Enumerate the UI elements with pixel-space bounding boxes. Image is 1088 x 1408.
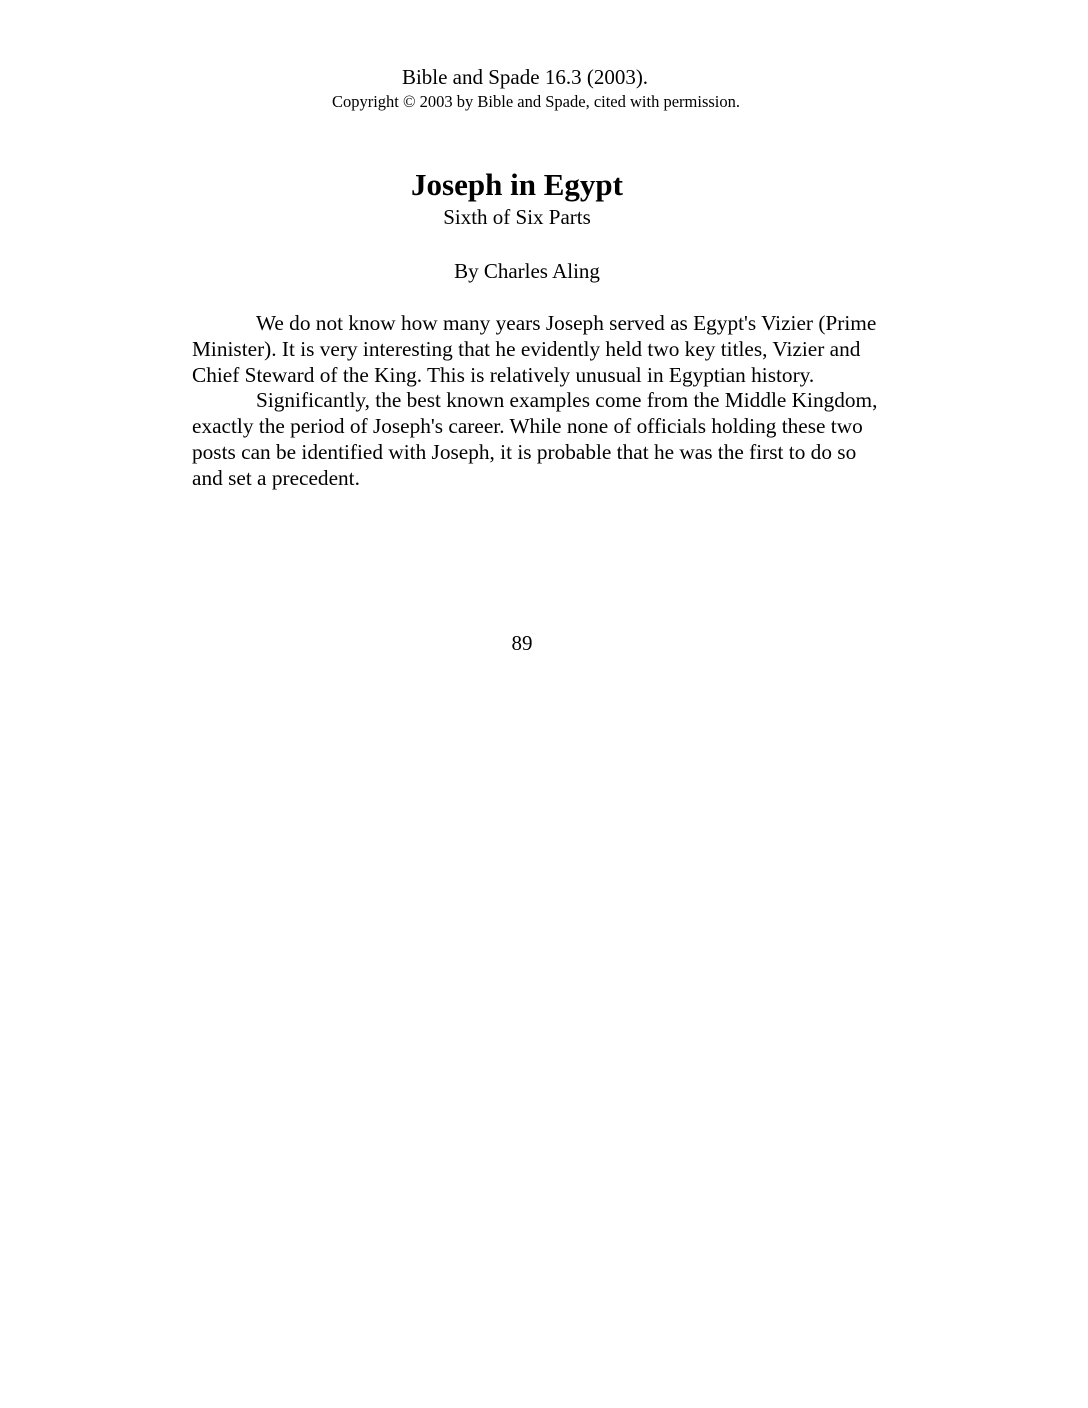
- page-number: 89: [511, 631, 533, 655]
- article-byline: By Charles Aling: [454, 259, 600, 283]
- article-title: Joseph in Egypt: [411, 167, 623, 202]
- body-paragraph: Significantly, the best known examples come from the Middle Kingdom, exactly the period of Joseph's career. While none of officials holding these two posts can be identified with Joseph, it is probable that he was the first to do so and set a precedent.: [192, 388, 878, 490]
- article-body: [192, 311, 892, 492]
- copyright-notice: Copyright © 2003 by Bible and Spade, cited with permission.: [331, 92, 741, 111]
- journal-citation: Bible and Spade 16.3 (2003).: [401, 65, 649, 89]
- body-paragraph: We do not know how many years Joseph served as Egypt's Vizier (Prime Minister). It is very interesting that he evidently held two key titles, Vizier and Chief Steward of the King. This is relatively unusual in Egyptian history.: [192, 311, 877, 387]
- article-subtitle: Sixth of Six Parts: [443, 205, 591, 229]
